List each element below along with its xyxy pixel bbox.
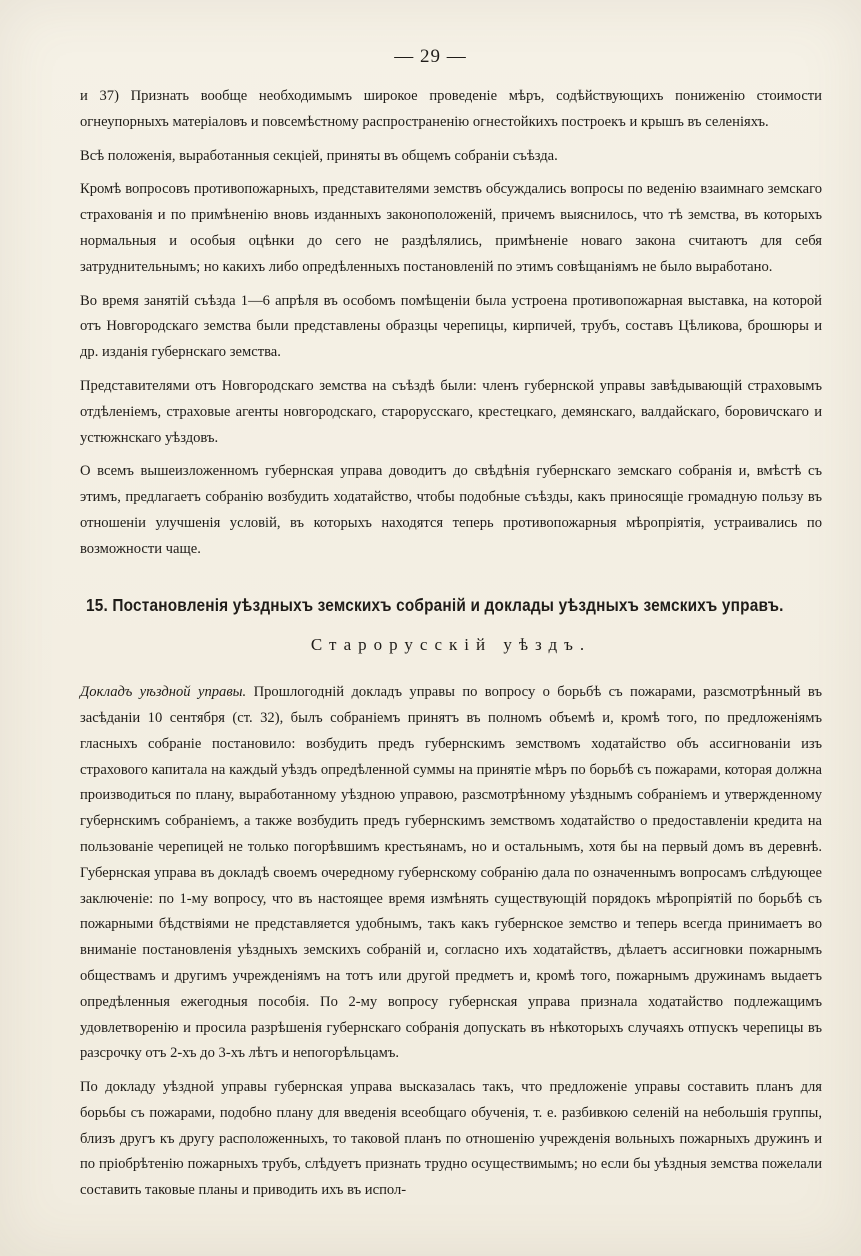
page-number: — 29 — — [394, 46, 467, 67]
paragraph: По докладу уѣздной управы губернская управа высказалась такъ, что предложеніе управы составить планъ для борьбы съ пожарами, подобно плану для введенія всеобщаго обученія, т. е. разбивкою селеній на небольшія группы, близъ другъ къ другу расположенныхъ, то таковой планъ по отношенію учрежденія вольныхъ пожарныхъ дружинъ и по пріобрѣтенію пожарныхъ трубъ, слѣдуетъ признать трудно осуществимымъ; но если бы уѣздныя земства пожелали составить таковые планы и приводить ихъ въ испол- — [80, 1079, 822, 1199]
paragraph: Кромѣ вопросовъ противопожарныхъ, представителями земствъ обсуждались вопросы по веденію взаимнаго земскаго страхованія и по примѣненію вновь изданныхъ законоположеній, причемъ выяснилось, что тѣ земства, въ которыхъ нормальныя и особыя оцѣнки до сего не раздѣлялись, примѣненіе новаго закона считаютъ для себя затруднительнымъ; но какихъ либо опредѣленныхъ постановленій по этимъ совѣщаніямъ не было выработано. — [80, 181, 822, 275]
paragraph — [80, 680, 822, 1067]
body-text — [80, 84, 822, 1212]
paragraph-lead: Докладъ уѣздной управы. — [80, 684, 247, 701]
paragraph: Всѣ положенія, выработанныя секціей, приняты въ общемъ собраніи съѣзда. — [80, 147, 558, 164]
paragraph: и 37) Признать вообще необходимымъ широкое проведеніе мѣръ, содѣйствующихъ пониженію стоимости огнеупорныхъ матеріаловъ и повсемѣстному распространенію огнестойкихъ построекъ и крышъ въ селеніяхъ. — [80, 88, 822, 130]
paragraph: Представителями отъ Новгородскаго земства на съѣздѣ были: членъ губернской управы завѣдывающій страховымъ отдѣленіемъ, страховые агенты новгородскаго, старорусскаго, крестецкаго, демянскаго, валдайскаго, боровичскаго и устюжнскаго уѣздовъ. — [80, 377, 822, 446]
paragraph-text: Прошлогодній докладъ управы по вопросу о борьбѣ съ пожарами, разсмотрѣнный въ засѣданіи 10 сентября (ст. 32), былъ собраніемъ принятъ въ полномъ объемѣ и, кромѣ того, по предложеніямъ гласныхъ собраніе постановило: возбудить предъ губернскимъ земствомъ ходатайство объ ассигнованіи изъ страхового капитала на каждый уѣздъ опредѣленной суммы на принятіе мѣръ по борьбѣ съ пожарами, которая должна производиться по плану, выработанному уѣздною управою, разсмотрѣнному уѣзднымъ собраніемъ и утвержденному губернскимъ собраніемъ, а также возбудить предъ губернскимъ земствомъ ходатайство о предоставленіи кредита на пользованіе черепицей не только погорѣвшимъ крестьянамъ, но и остальнымъ, хотя бы на первый домъ въ деревнѣ. Губернская управа въ докладѣ своемъ очередному губернскому собранію дала по означеннымъ вопросамъ слѣдующее заключеніе: по 1-му вопросу, что въ настоящее время измѣнять существующій порядокъ мѣропріятій по борьбѣ съ пожарными бѣдствіями не представляется удобнымъ, такъ какъ губернское земство и теперь всегда принимаетъ во вниманіе постановленія уѣздныхъ земскихъ собраній и, согласно ихъ ходатайствъ, дѣлаетъ ассигновки пожарнымъ обществамъ и другимъ учрежденіямъ на тотъ или другой предметъ и, кромѣ того, пожарнымъ дружинамъ выдаетъ опредѣленныя ежегодныя пособія. По 2-му вопросу губернская управа признала ходатайство подлежащимъ удовлетворенію и просила разрѣшенія губернскаго собранія допускать въ нѣкоторыхъ случаяхъ отпускъ черепицы въ разсрочку отъ 2-хъ до 3-хъ лѣтъ и непогорѣльцамъ. — [80, 684, 822, 1062]
section-subheading: Старорусскій уѣздъ. — [310, 635, 592, 655]
paragraph: О всемъ вышеизложенномъ губернская управа доводитъ до свѣдѣнія губернскаго земскаго собранія и, вмѣстѣ съ этимъ, предлагаетъ собранію возбудить ходатайство, чтобы подобные съѣзды, какъ приносящіе громадную пользу въ отношеніи улучшенія условій, въ которыхъ находятся теперь противопожарныя мѣропріятія, устраивались по возможности чаще. — [80, 463, 822, 557]
section-heading: 15. Постановленія уѣздныхъ земскихъ собраній и доклады уѣздныхъ земскихъ управъ. — [86, 594, 784, 615]
paragraph: Во время занятій съѣзда 1—6 апрѣля въ особомъ помѣщеніи была устроена противопожарная выставка, на которой отъ Новгородскаго земства были представлены образцы черепицы, кирпичей, трубъ, составъ Цѣликова, брошюры и др. изданія губернскаго земства. — [80, 292, 822, 361]
